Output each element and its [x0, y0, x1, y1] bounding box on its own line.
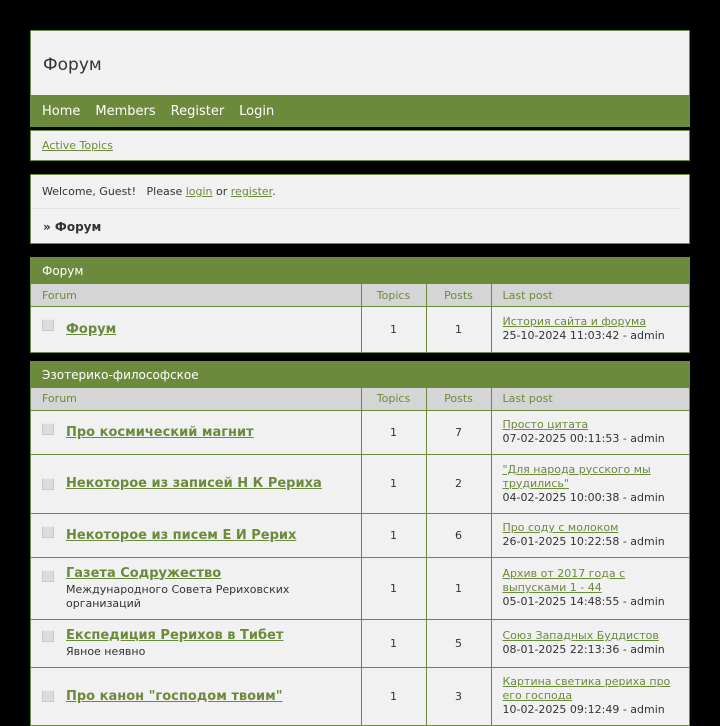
header	[30, 30, 690, 95]
topics-count: 1	[361, 410, 426, 454]
posts-count: 7	[426, 410, 491, 454]
topics-count: 1	[361, 619, 426, 667]
table-row	[31, 619, 689, 667]
welcome-line	[31, 175, 681, 209]
last-post-link[interactable]: Картина светика рериха про его господа	[503, 675, 682, 703]
forum-status-icon	[42, 526, 54, 538]
last-post-meta: 08-01-2025 22:13:36 - admin	[503, 643, 665, 656]
forum-link[interactable]: Форум	[66, 322, 353, 337]
category-title: Эзотерико-философское	[31, 362, 689, 388]
topics-count: 1	[361, 513, 426, 557]
or-text: or	[213, 185, 231, 198]
last-post-link[interactable]: Союз Западных Буддистов	[503, 629, 682, 643]
breadcrumb: » Форум	[31, 209, 689, 234]
col-topics: Topics	[361, 388, 426, 411]
page-title: Форум	[43, 55, 102, 75]
posts-count: 3	[426, 667, 491, 725]
col-forum: Forum	[31, 284, 361, 307]
col-posts: Posts	[426, 284, 491, 307]
last-post-meta: 04-02-2025 10:00:38 - admin	[503, 491, 665, 504]
col-last-post: Last post	[491, 388, 689, 411]
topics-count: 1	[361, 667, 426, 725]
last-post-link[interactable]: Просто цитата	[503, 418, 682, 432]
active-topics-link[interactable]: Active Topics	[42, 139, 113, 152]
welcome-box	[30, 174, 690, 244]
register-link[interactable]: register	[231, 185, 272, 198]
nav-register[interactable]: Register	[171, 104, 225, 119]
last-post-meta: 10-02-2025 09:12:49 - admin	[503, 703, 665, 716]
last-post-meta: 07-02-2025 00:11:53 - admin	[503, 432, 665, 445]
login-link[interactable]: login	[186, 185, 213, 198]
last-post-meta: 05-01-2025 14:48:55 - admin	[503, 595, 665, 608]
topics-count: 1	[361, 307, 426, 352]
table-row	[31, 454, 689, 513]
forum-table	[31, 388, 689, 726]
last-post-meta: 25-10-2024 11:03:42 - admin	[503, 329, 665, 342]
nav-home[interactable]: Home	[42, 104, 80, 119]
period-text: .	[272, 185, 276, 198]
sub-nav	[30, 130, 690, 161]
main-nav	[30, 95, 690, 127]
table-row	[31, 667, 689, 725]
posts-count: 1	[426, 557, 491, 619]
category-esoteric	[30, 361, 690, 726]
forum-link[interactable]: Про космический магнит	[66, 425, 353, 440]
forum-link[interactable]: Експедиция Рерихов в Тибет	[66, 628, 353, 643]
forum-status-icon	[42, 630, 54, 642]
forum-link[interactable]: Некоторое из писем Е И Рерих	[66, 528, 353, 543]
nav-members[interactable]: Members	[95, 104, 155, 119]
col-forum: Forum	[31, 388, 361, 411]
forum-status-icon	[42, 423, 54, 435]
welcome-text: Welcome, Guest! Please	[42, 185, 186, 198]
posts-count: 2	[426, 454, 491, 513]
col-posts: Posts	[426, 388, 491, 411]
nav-login[interactable]: Login	[239, 104, 274, 119]
forum-link[interactable]: Про канон "господом твоим"	[66, 689, 353, 704]
topics-count: 1	[361, 557, 426, 619]
table-row	[31, 307, 689, 352]
forum-status-icon	[42, 690, 54, 702]
posts-count: 6	[426, 513, 491, 557]
col-topics: Topics	[361, 284, 426, 307]
last-post-link[interactable]: История сайта и форума	[503, 315, 682, 329]
forum-description: Явное неявно	[66, 645, 353, 659]
table-row	[31, 557, 689, 619]
forum-status-icon	[42, 319, 54, 331]
last-post-link[interactable]: "Для народа русского мы трудились"	[503, 463, 682, 491]
posts-count: 1	[426, 307, 491, 352]
last-post-link[interactable]: Про соду с молоком	[503, 521, 682, 535]
table-row	[31, 513, 689, 557]
col-last-post: Last post	[491, 284, 689, 307]
posts-count: 5	[426, 619, 491, 667]
forum-status-icon	[42, 570, 54, 582]
category-title: Форум	[31, 258, 689, 284]
forum-link[interactable]: Некоторое из записей Н К Рериха	[66, 476, 353, 491]
forum-status-icon	[42, 478, 54, 490]
table-row	[31, 410, 689, 454]
last-post-link[interactable]: Архив от 2017 года с выпусками 1 - 44	[503, 567, 682, 595]
forum-link[interactable]: Газета Содружество	[66, 566, 353, 581]
topics-count: 1	[361, 454, 426, 513]
forum-description: Международного Совета Рериховских организаций	[66, 583, 353, 611]
category-forum	[30, 257, 690, 353]
forum-table	[31, 284, 689, 352]
last-post-meta: 26-01-2025 10:22:58 - admin	[503, 535, 665, 548]
